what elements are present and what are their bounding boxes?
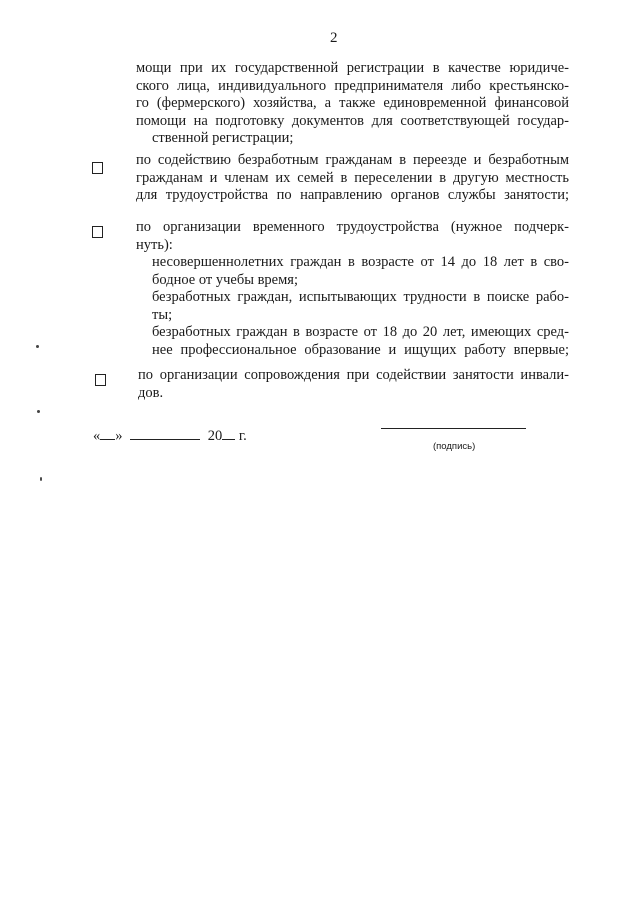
text-line: по организации сопровождения при содействии занятости инвали- — [138, 367, 569, 383]
intro-paragraph — [136, 60, 569, 148]
text-line: ты; — [152, 306, 173, 323]
checkbox-disabled-support[interactable] — [95, 374, 106, 386]
text-line: гражданам и членам их семей в переселении в другую местность — [136, 169, 569, 186]
text-line: по организации временного трудоустройства (нужное подчерк- — [136, 219, 569, 235]
month-blank[interactable] — [130, 427, 200, 440]
temporary-employment-options — [152, 254, 569, 359]
page-number: 2 — [330, 30, 338, 46]
item-relocation-text — [136, 152, 569, 205]
option-young-graduates[interactable]: безработных граждан в возрасте от 18 до 20 лет, имеющих сред- — [152, 324, 569, 340]
scan-speck — [36, 345, 39, 348]
checkbox-temporary-employment[interactable] — [92, 226, 103, 238]
text-line: мощи при их государственной регистрации в качестве юридиче- — [136, 60, 569, 76]
text-line: помощи на подготовку документов для соответствующей государ- — [136, 112, 569, 129]
text-line: нуть): — [136, 236, 173, 253]
item-temporary-employment-text — [136, 219, 569, 254]
year-suffix: г. — [238, 428, 247, 444]
text-line: го (фермерского) хозяйства, а также единовременной финансовой — [136, 95, 569, 111]
date-field — [93, 427, 247, 445]
date-open-quote: « — [93, 428, 101, 444]
year-blank[interactable] — [222, 427, 235, 440]
text-line: дов. — [138, 384, 164, 401]
option-job-search-difficulties[interactable]: безработных граждан, испытывающих трудности в поиске рабо- — [152, 289, 569, 305]
text-line: нее профессиональное образование и ищущих работу впервые; — [152, 341, 569, 358]
item-disabled-support-text — [138, 367, 569, 402]
date-close-quote: » — [115, 428, 123, 444]
year-prefix: 20 — [207, 428, 223, 444]
text-line: по содействию безработным гражданам в переезде и безработным — [136, 152, 569, 168]
checkbox-relocation[interactable] — [92, 162, 103, 174]
signature-caption: (подпись) — [433, 441, 476, 452]
text-line: ственной регистрации; — [152, 130, 294, 146]
text-line: для трудоустройства по направлению органов службы занятости; — [136, 187, 569, 203]
signature-line[interactable] — [381, 428, 526, 429]
day-blank[interactable] — [100, 427, 115, 440]
text-line: бодное от учебы время; — [152, 271, 298, 288]
text-line: ского лица, индивидуального предпринимателя либо крестьянско- — [136, 77, 569, 94]
scan-speck — [40, 477, 42, 481]
option-minors[interactable]: несовершеннолетних граждан в возрасте от 14 до 18 лет в сво- — [152, 254, 569, 270]
scan-speck — [37, 410, 40, 413]
